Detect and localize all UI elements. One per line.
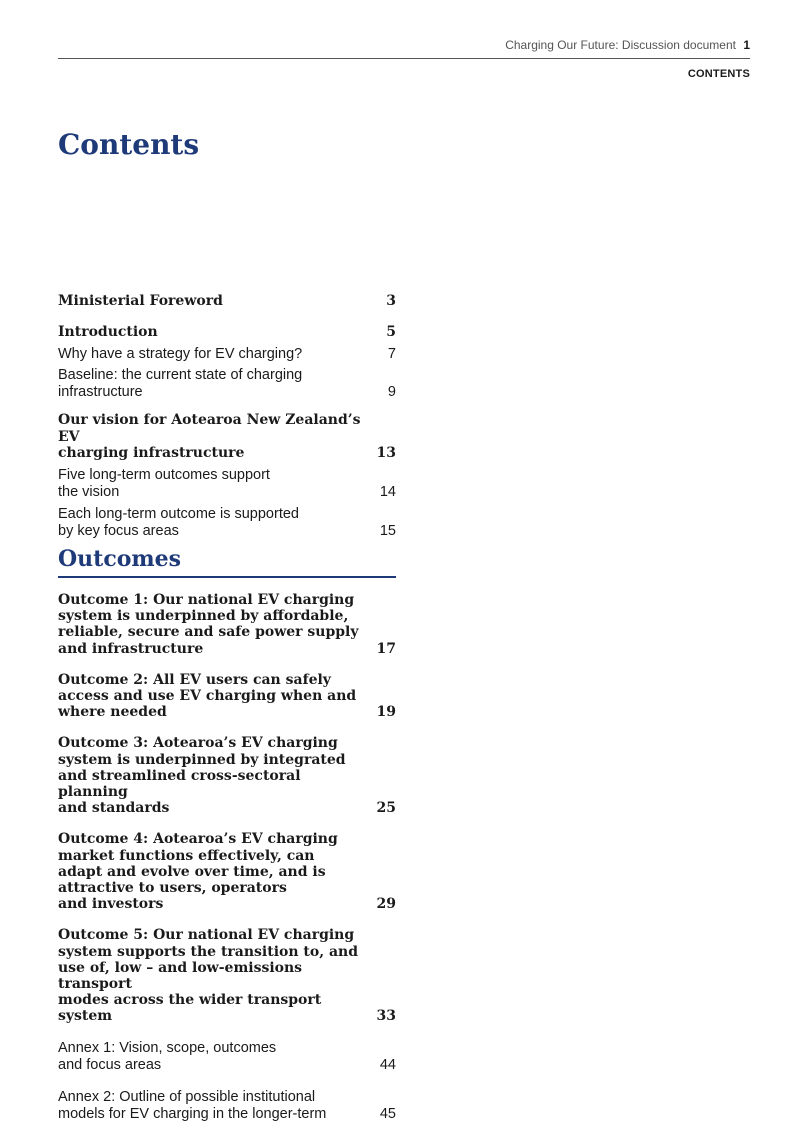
toc-entry-page: 25: [376, 800, 396, 817]
toc-entry[interactable]: [58, 346, 396, 363]
toc-entry-title: Our vision for Aotearoa New Zealand’s EV charging infrastructure: [58, 412, 361, 461]
toc-entry-page: 7: [387, 346, 396, 363]
toc-entry[interactable]: [58, 506, 396, 540]
toc-entry[interactable]: [58, 1040, 396, 1074]
toc-entry-page: 3: [386, 293, 396, 309]
page-number: 1: [743, 38, 750, 52]
toc-entry-page: 45: [379, 1105, 396, 1122]
toc-entry-title: Five long-term outcomes support the vision: [58, 467, 270, 501]
toc-entry[interactable]: [58, 592, 396, 657]
toc-entry-page: 29: [376, 896, 396, 913]
toc-entry-title: Why have a strategy for EV charging?: [58, 346, 303, 363]
toc-entry-title: Outcome 2: All EV users can safely access and use EV charging when and where needed: [58, 671, 357, 721]
toc-entry[interactable]: [58, 672, 396, 721]
toc-entry[interactable]: [58, 324, 396, 340]
toc-entry-title: Outcome 4: Aotearoa’s EV charging market functions effectively, can adapt and evolve over time, and is attractive to users, operators and investors: [58, 831, 338, 913]
toc-entry-title: Outcome 3: Aotearoa’s EV charging system is underpinned by integrated and streamlined cross-sectoral planning and standards: [58, 735, 346, 817]
toc-entry-page: 19: [376, 704, 396, 721]
page-title: Contents: [58, 128, 200, 161]
section-label: CONTENTS: [687, 68, 750, 80]
toc-entry[interactable]: [58, 367, 396, 401]
toc-entry[interactable]: [58, 1089, 396, 1123]
toc-entry-title: Introduction: [58, 324, 158, 341]
toc-entry[interactable]: [58, 293, 396, 309]
toc-entry-title: Annex 2: Outline of possible institutional models for EV charging in the longer-term: [58, 1088, 327, 1122]
running-header: [505, 38, 750, 52]
toc-entry-title: Annex 1: Vision, scope, outcomes and focus areas: [58, 1039, 277, 1073]
toc-entry[interactable]: [58, 831, 396, 912]
toc-entry[interactable]: [58, 927, 396, 1024]
toc-entry-page: 33: [376, 1008, 396, 1025]
outcomes-heading: Outcomes: [58, 546, 396, 578]
toc-entry-title: Outcome 5: Our national EV charging system supports the transition to, and use of, low – and low-emissions transport modes across the wider transport system: [58, 927, 359, 1025]
toc-entry-title: Baseline: the current state of charging infrastructure: [58, 367, 303, 401]
toc-entry-page: 9: [387, 384, 396, 401]
toc-main: [58, 293, 396, 540]
toc-entry[interactable]: [58, 467, 396, 501]
toc-outcomes: [58, 592, 396, 1123]
toc-entry-title: Outcome 1: Our national EV charging system is underpinned by affordable, reliable, secure and safe power supply and infrastructure: [58, 592, 359, 657]
toc-entry-page: 14: [379, 484, 396, 501]
toc-entry-title: Ministerial Foreword: [58, 293, 223, 309]
document-title: Charging Our Future: Discussion document: [505, 38, 736, 52]
toc-entry-page: 13: [376, 444, 396, 461]
header-divider: [58, 58, 750, 59]
toc-entry[interactable]: [58, 735, 396, 816]
toc-entry-page: 5: [386, 324, 396, 341]
toc-entry-page: 17: [376, 640, 396, 657]
toc-entry-title: Each long-term outcome is supported by key focus areas: [58, 506, 299, 540]
toc-entry-page: 44: [379, 1056, 396, 1073]
toc-entry[interactable]: [58, 412, 396, 461]
toc-entry-page: 15: [379, 523, 396, 540]
